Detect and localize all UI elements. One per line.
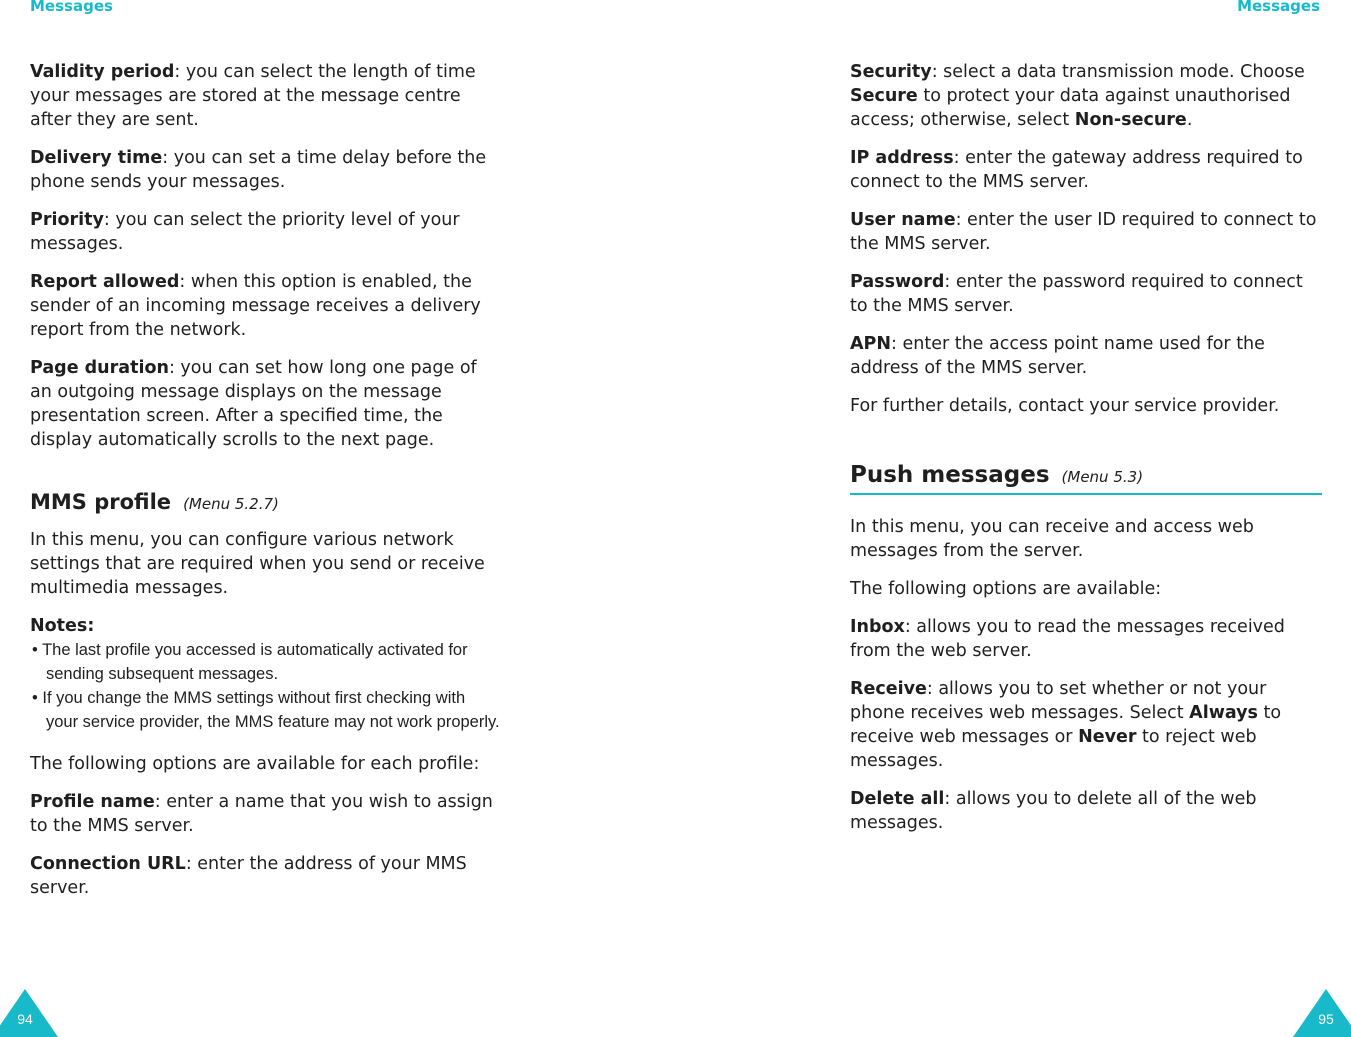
right-page-column	[850, 60, 1322, 849]
user-name-term: User name	[850, 210, 956, 230]
push-messages-heading	[850, 462, 1322, 495]
mms-profile-title: MMS profile	[30, 490, 172, 514]
validity-period-paragraph	[30, 60, 500, 132]
ip-address-paragraph	[850, 146, 1322, 194]
never-option: Never	[1078, 727, 1137, 747]
security-term: Security	[850, 62, 932, 82]
push-messages-menu-ref: (Menu 5.3)	[1061, 468, 1144, 486]
apn-paragraph	[850, 332, 1322, 380]
password-paragraph	[850, 270, 1322, 318]
profile-name-term: Profile name	[30, 792, 155, 812]
further-details-paragraph: For further details, contact your service provider.	[850, 396, 1280, 416]
ip-address-text: : enter the gateway address required to connect to the MMS server.	[850, 148, 1303, 192]
report-allowed-text: : when this option is enabled, the sender of an incoming message receives a delivery report from the network.	[30, 272, 481, 340]
password-term: Password	[850, 272, 945, 292]
user-name-paragraph	[850, 208, 1322, 256]
priority-text: : you can select the priority level of your messages.	[30, 210, 460, 254]
delivery-time-paragraph	[30, 146, 500, 194]
secure-option: Secure	[850, 86, 918, 106]
user-name-text: : enter the user ID required to connect to the MMS server.	[850, 210, 1317, 254]
security-text-3: .	[1186, 110, 1193, 130]
profile-name-paragraph	[30, 790, 500, 838]
delete-all-paragraph	[850, 787, 1322, 835]
delete-all-term: Delete all	[850, 789, 945, 809]
page-duration-paragraph	[30, 356, 500, 452]
running-head-left: Messages	[30, 0, 113, 15]
profile-name-text: : enter a name that you wish to assign to the MMS server.	[30, 792, 493, 836]
mms-intro-paragraph: In this menu, you can configure various network settings that are required when you send or receive multimedia messages.	[30, 530, 485, 598]
page-duration-text: : you can set how long one page of an outgoing message displays on the message presentation screen. After a specified time, the display automatically scrolls to the next page.	[30, 358, 477, 450]
apn-text: : enter the access point name used for the address of the MMS server.	[850, 334, 1265, 378]
always-option: Always	[1189, 703, 1258, 723]
page-number-badge-left	[0, 987, 58, 1037]
notes-block	[30, 614, 500, 734]
security-text-1: : select a data transmission mode. Choose	[931, 62, 1305, 82]
notes-title: Notes:	[30, 616, 95, 636]
security-text-2: to protect your data against unauthorised access; otherwise, select	[850, 86, 1291, 130]
report-allowed-paragraph	[30, 270, 500, 342]
report-allowed-term: Report allowed	[30, 272, 180, 292]
receive-text-2: to receive web messages or	[850, 703, 1282, 747]
delete-all-text: : allows you to delete all of the web messages.	[850, 789, 1257, 833]
delivery-time-term: Delivery time	[30, 148, 163, 168]
push-messages-title: Push messages	[850, 462, 1050, 488]
priority-paragraph	[30, 208, 500, 256]
security-paragraph	[850, 60, 1322, 132]
page-duration-term: Page duration	[30, 358, 169, 378]
connection-url-text: : enter the address of your MMS server.	[30, 854, 467, 898]
receive-text-1: : allows you to set whether or not your phone receives web messages. Select	[850, 679, 1267, 723]
validity-period-text: : you can select the length of time your messages are stored at the message centre after they are sent.	[30, 62, 476, 130]
receive-text-3: to reject web messages.	[850, 727, 1257, 771]
inbox-paragraph	[850, 615, 1322, 663]
validity-period-term: Validity period	[30, 62, 175, 82]
mms-profile-heading	[30, 490, 500, 514]
connection-url-paragraph	[30, 852, 500, 900]
connection-url-term: Connection URL	[30, 854, 186, 874]
inbox-text: : allows you to read the messages received from the web server.	[850, 617, 1285, 661]
push-options-intro: The following options are available:	[850, 579, 1162, 599]
priority-term: Priority	[30, 210, 104, 230]
receive-term: Receive	[850, 679, 927, 699]
ip-address-term: IP address	[850, 148, 954, 168]
inbox-term: Inbox	[850, 617, 905, 637]
profile-options-intro: The following options are available for each profile:	[30, 754, 480, 774]
page-number-badge-right	[1293, 987, 1351, 1037]
page-number-left: 94	[17, 1011, 33, 1027]
push-intro-paragraph: In this menu, you can receive and access web messages from the server.	[850, 517, 1254, 561]
mms-profile-menu-ref: (Menu 5.2.7)	[183, 495, 279, 513]
non-secure-option: Non-secure	[1074, 110, 1187, 130]
running-head-right: Messages	[1237, 0, 1320, 15]
note-item: • If you change the MMS settings without first checking with your service provider, the MMS feature may not work properly.	[32, 689, 500, 731]
page-number-right: 95	[1318, 1011, 1334, 1027]
note-item: • The last profile you accessed is automatically activated for sending subsequent messages.	[32, 641, 468, 683]
receive-paragraph	[850, 677, 1322, 773]
apn-term: APN	[850, 334, 892, 354]
password-text: : enter the password required to connect to the MMS server.	[850, 272, 1303, 316]
delivery-time-text: : you can set a time delay before the phone sends your messages.	[30, 148, 487, 192]
left-page-column	[30, 60, 500, 914]
